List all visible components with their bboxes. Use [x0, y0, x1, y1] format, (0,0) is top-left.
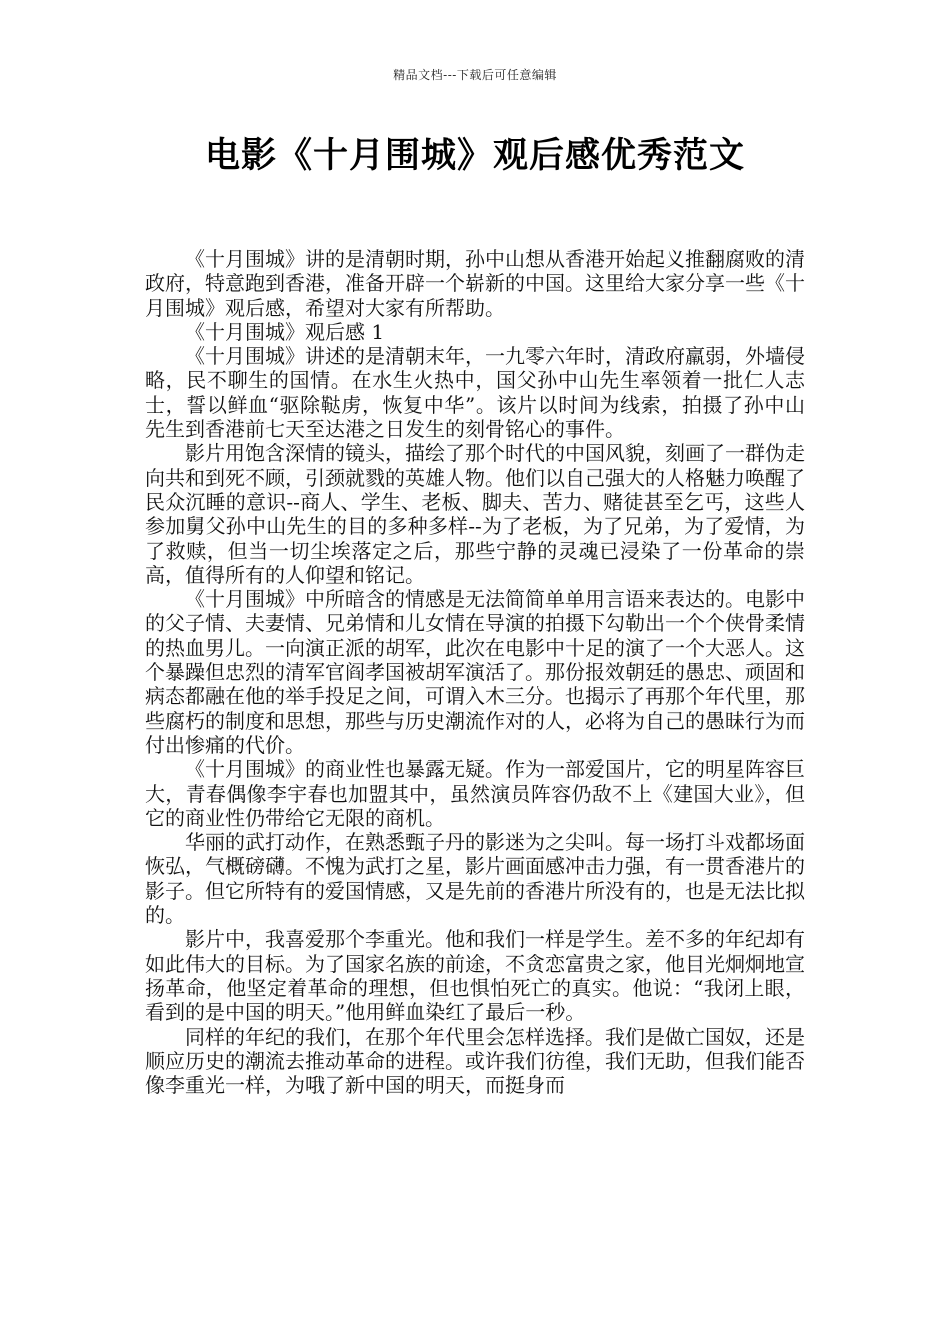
paragraph: 《十月围城》的商业性也暴露无疑。作为一部爱国片，它的明星阵容巨大，青春偶像李宇春也加盟其中，虽然演员阵容仍敌不上《建国大业》，但它的商业性仍带给它无限的商机。	[145, 757, 805, 830]
paragraph-intro: 《十月围城》讲的是清朝时期，孙中山想从香港开始起义推翻腐败的清政府，特意跑到香港，准备开辟一个崭新的中国。这里给大家分享一些《十月围城》观后感，希望对大家有所帮助。	[145, 247, 805, 320]
paragraph: 影片用饱含深情的镜头，描绘了那个时代的中国风貌，刻画了一群伪走向共和到死不顾，引颈就戮的英雄人物。他们以自己强大的人格魅力唤醒了民众沉睡的意识--商人、学生、老板、脚夫、苦力、赌徒甚至乞丐，这些人参加舅父孙中山先生的目的多种多样--为了老板，为了兄弟，为了爱情，为了救赎，但当一切尘埃落定之后，那些宁静的灵魂已浸染了一份革命的崇高，值得所有的人仰望和铭记。	[145, 441, 805, 587]
paragraph: 华丽的武打动作，在熟悉甄子丹的影迷为之尖叫。每一场打斗戏都场面恢弘，气概磅礴。不愧为武打之星，影片画面感冲击力强，有一贯香港片的影子。但它所特有的爱国情感，又是先前的香港片所没有的，也是无法比拟的。	[145, 830, 805, 928]
section-heading: 《十月围城》观后感 1	[185, 319, 385, 344]
paragraph: 影片中，我喜爱那个李重光。他和我们一样是学生。差不多的年纪却有如此伟大的目标。为了国家名族的前途，不贪恋富贵之家，他目光炯炯地宣扬革命，他坚定着革命的理想，但也惧怕死亡的真实。他说：“我闭上眼，看到的是中国的明天。”他用鲜血染红了最后一秒。	[145, 927, 805, 1025]
document-body	[145, 247, 805, 1097]
paragraph: 《十月围城》讲述的是清朝末年，一九零六年时，清政府羸弱，外墙侵略，民不聊生的国情。在水生火热中，国父孙中山先生率领着一批仁人志士，誓以鲜血“驱除鞑虏，恢复中华”。该片以时间为线索，拍摄了孙中山先生到香港前七天至达港之日发生的刻骨铭心的事件。	[145, 344, 805, 442]
paragraph: 同样的年纪的我们，在那个年代里会怎样选择。我们是做亡国奴，还是顺应历史的潮流去推动革命的进程。或许我们彷徨，我们无助，但我们能否像李重光一样，为哦了新中国的明天，而挺身而	[145, 1024, 805, 1098]
document-title: 电影《十月围城》观后感优秀范文	[204, 136, 745, 176]
page-header: 精品文档---下载后可任意编辑	[393, 68, 557, 82]
paragraph: 《十月围城》中所暗含的情感是无法简简单单用言语来表达的。电影中的父子情、夫妻情、兄弟情和儿女情在导演的拍摄下勾勒出一个个侠骨柔情的热血男儿。一向演正派的胡军，此次在电影中十足的演了一个大恶人。这个暴躁但忠烈的清军官阎孝国被胡军演活了。那份报效朝廷的愚忠、顽固和病态都融在他的举手投足之间，可谓入木三分。也揭示了再那个年代里，那些腐朽的制度和思想，那些与历史潮流作对的人，必将为自己的愚昧行为而付出惨痛的代价。	[145, 587, 805, 757]
